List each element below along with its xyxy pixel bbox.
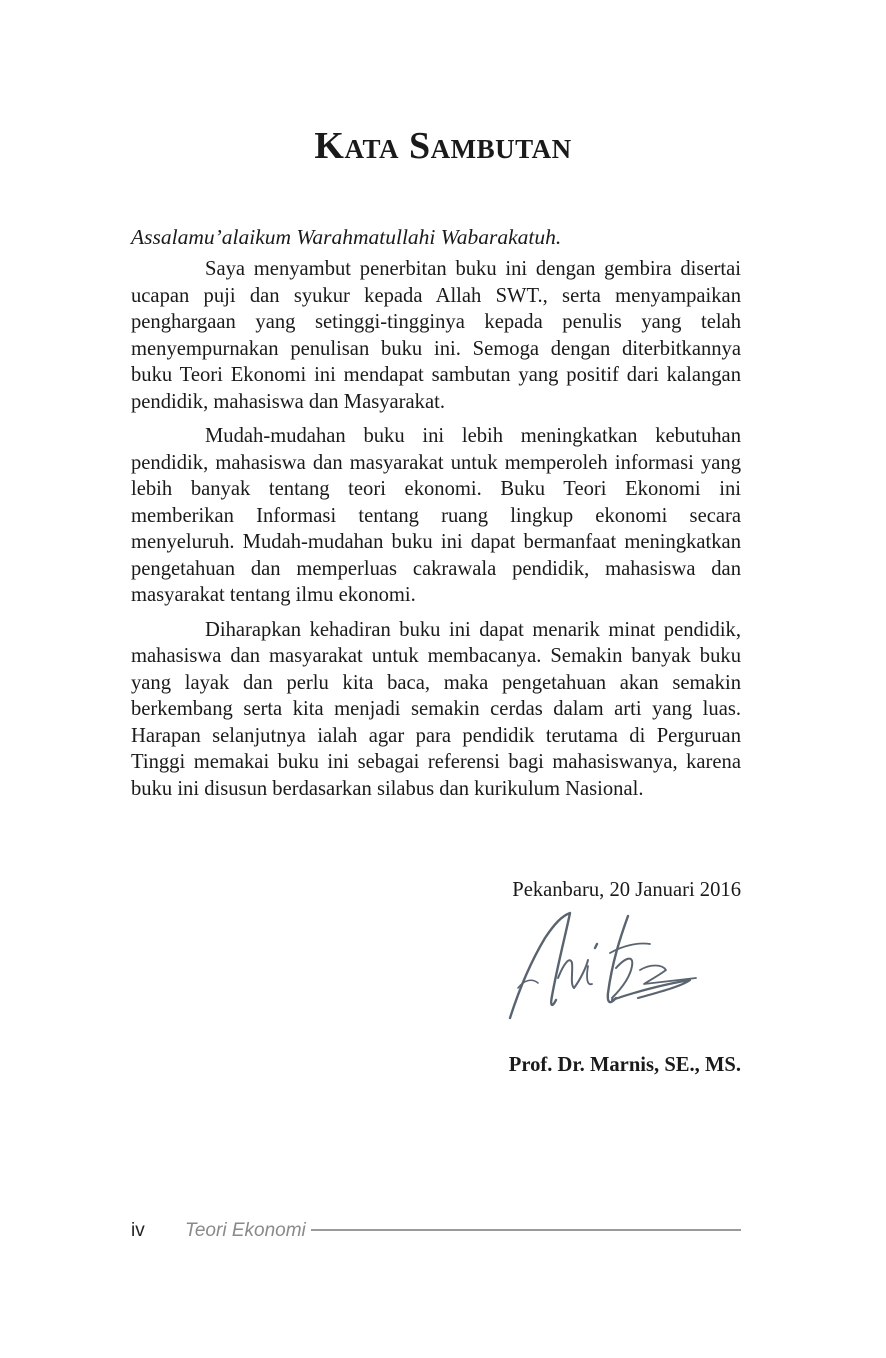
paragraph-3: Diharapkan kehadiran buku ini dapat menarik minat pendidik, mahasiswa dan masyarakat untuk membacanya. Semakin banyak buku yang layak dan perlu kita baca, maka pengetahuan akan semakin berkembang serta kita menjadi semakin cerdas dalam arti yang luas. Harapan selanjutnya ialah agar para pendidik terutama di Perguruan Tinggi memakai buku ini sebagai referensi bagi mahasiswanya, karena buku ini disusun berdasarkan silabus dan kurikulum Nasional. <box>131 618 741 800</box>
page-footer <box>131 1218 741 1244</box>
place-date: Pekanbaru, 20 Januari 2016 <box>512 879 741 901</box>
footer-rule <box>311 1229 741 1231</box>
page-title: Kata Sambutan <box>314 125 572 167</box>
handwritten-signature-icon <box>500 908 705 1026</box>
paragraph-2: Mudah-mudahan buku ini lebih meningkatkan kebutuhan pendidik, mahasiswa dan masyarakat untuk memperoleh informasi yang lebih banyak tentang teori ekonomi. Buku Teori Ekonomi ini memberikan Informasi tentang ruang lingkup ekonomi secara menyeluruh. Mudah-mudahan buku ini dapat bermanfaat meningkatkan pengetahuan dan memperluas cakrawala pendidik, mahasiswa dan masyarakat tentang ilmu ekonomi. <box>131 425 741 606</box>
page-number: iv <box>131 1220 145 1241</box>
greeting: Assalamu’alaikum Warahmatullahi Wabarakatuh. <box>131 225 562 249</box>
foreword-body <box>131 222 741 810</box>
running-title: Teori Ekonomi <box>185 1218 308 1244</box>
signer-name: Prof. Dr. Marnis, SE., MS. <box>508 1054 741 1076</box>
paragraph-1: Saya menyambut penerbitan buku ini dengan gembira disertai ucapan puji dan syukur kepada Allah SWT., serta menyampaikan penghargaan yang setinggi-tingginya kepada penulis yang telah menyempurnakan penulisan buku ini. Semoga dengan diterbitkannya buku Teori Ekonomi ini mendapat sambutan yang positif dari kalangan pendidik, mahasiswa dan Masyarakat. <box>131 258 741 413</box>
